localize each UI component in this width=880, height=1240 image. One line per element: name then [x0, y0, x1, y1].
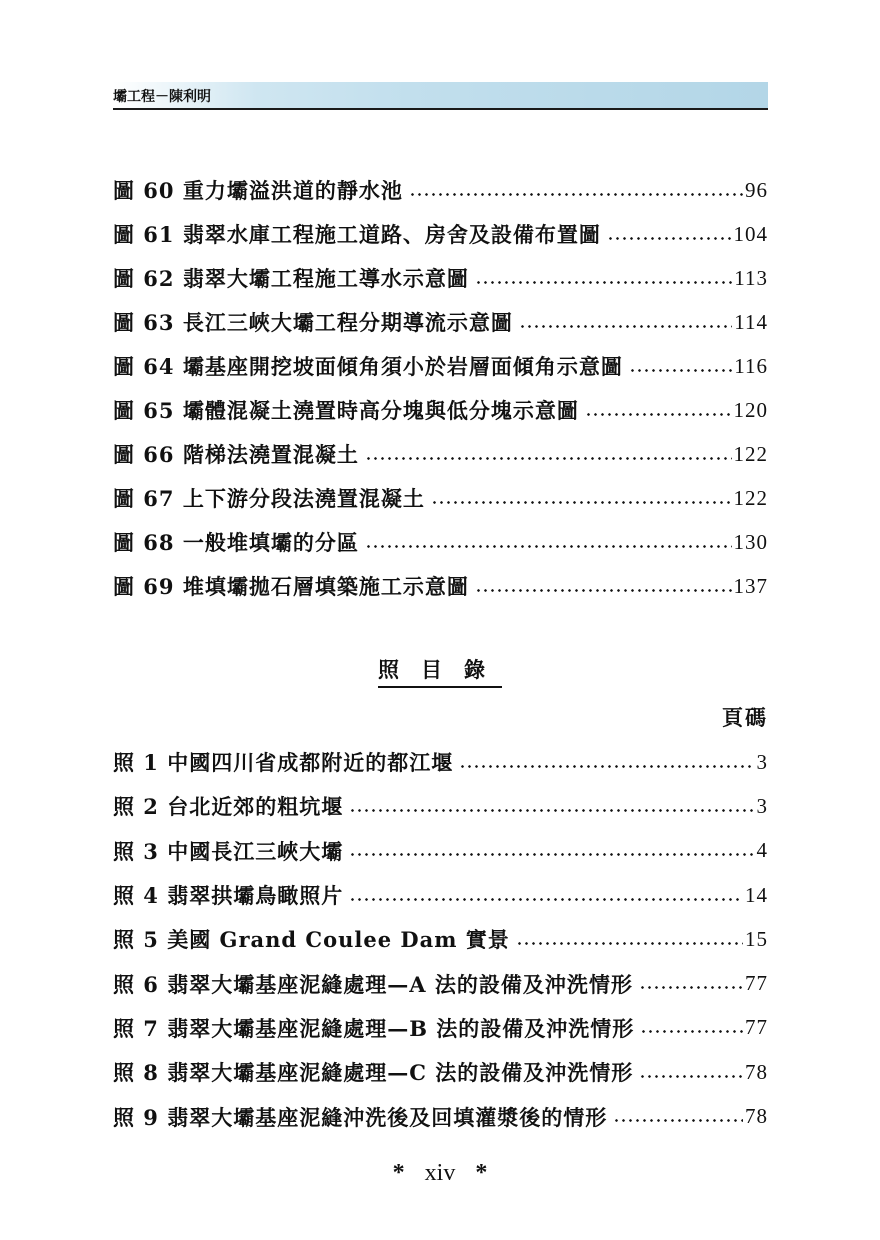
photo-page-number: 15: [745, 926, 768, 951]
photo-title: 台北近郊的粗坑堰: [167, 794, 344, 820]
photo-page-number: 4: [756, 838, 768, 863]
figure-page-number: 114: [734, 309, 768, 334]
figure-page-number: 104: [733, 221, 768, 246]
photo-entry[interactable]: [113, 1050, 768, 1094]
photo-entry[interactable]: [113, 917, 768, 961]
figure-entry[interactable]: [113, 432, 768, 476]
figure-page-number: 122: [733, 441, 768, 466]
photo-entry[interactable]: [113, 784, 768, 828]
photo-page-number: 3: [756, 749, 768, 774]
figure-title: 重力壩溢洪道的靜水池: [182, 178, 403, 203]
photo-label: 照 7: [113, 1015, 159, 1041]
photo-label: 照 4: [113, 883, 159, 909]
figure-title: 上下游分段法澆置混凝土: [182, 486, 425, 511]
footer-page-number: xiv: [424, 1160, 456, 1186]
figure-page-number: 96: [745, 177, 768, 202]
dot-leader: [639, 1075, 743, 1078]
photo-page-number: 78: [745, 1059, 768, 1084]
figure-entry[interactable]: [113, 212, 768, 256]
figure-title: 一般堆填壩的分區: [182, 530, 359, 555]
figure-title: 階梯法澆置混凝土: [182, 442, 359, 467]
photo-page-number: 14: [745, 882, 768, 907]
photo-section-title: 照目錄: [378, 654, 502, 688]
photo-title: 翡翠大壩基座泥縫處理—C 法的設備及沖洗情形: [167, 1060, 634, 1086]
photo-label: 照 1: [113, 750, 159, 776]
dot-leader: [475, 589, 732, 592]
photo-label: 照 6: [113, 971, 159, 997]
photo-entry[interactable]: [113, 1094, 768, 1138]
figure-label: 圖 62: [113, 266, 175, 291]
figure-page-number: 116: [734, 353, 768, 378]
photo-entry[interactable]: [113, 873, 768, 917]
figure-title: 壩基座開挖坡面傾角須小於岩層面傾角示意圖: [182, 354, 623, 379]
figure-entry[interactable]: [113, 256, 768, 300]
figure-label: 圖 64: [113, 354, 175, 379]
figure-page-number: 137: [733, 573, 768, 598]
dot-leader: [516, 942, 743, 945]
figure-label: 圖 68: [113, 530, 175, 555]
dot-leader: [431, 501, 732, 504]
figure-entry[interactable]: [113, 168, 768, 212]
photo-title: 翡翠大壩基座泥縫處理—B 法的設備及沖洗情形: [167, 1015, 635, 1041]
figure-title: 翡翠水庫工程施工道路、房舍及設備布置圖: [182, 222, 601, 247]
photo-entry[interactable]: [113, 961, 768, 1005]
figure-label: 圖 60: [113, 178, 175, 203]
dot-leader: [640, 1030, 743, 1033]
photo-title: 中國四川省成都附近的都江堰: [167, 750, 454, 776]
figure-label: 圖 66: [113, 442, 175, 467]
figure-label: 圖 67: [113, 486, 175, 511]
photo-page-number: 77: [745, 971, 768, 996]
dot-leader: [475, 281, 732, 284]
figure-title: 長江三峽大壩工程分期導流示意圖: [182, 310, 513, 335]
photo-entry[interactable]: [113, 1006, 768, 1050]
photo-list: [113, 740, 768, 1139]
photo-label: 照 3: [113, 838, 159, 864]
dot-leader: [639, 986, 743, 989]
figure-entry[interactable]: [113, 564, 768, 608]
photo-title: 翡翠大壩基座泥縫沖洗後及回填灌漿後的情形: [167, 1104, 608, 1130]
photo-label: 照 8: [113, 1060, 159, 1086]
figure-entry[interactable]: [113, 388, 768, 432]
figure-page-number: 120: [733, 397, 768, 422]
figure-page-number: 113: [734, 265, 768, 290]
dot-leader: [409, 193, 743, 196]
photo-label: 照 9: [113, 1104, 159, 1130]
photo-label: 照 2: [113, 794, 159, 820]
figure-title: 翡翠大壩工程施工導水示意圖: [182, 266, 469, 291]
dot-leader: [613, 1119, 743, 1122]
figure-label: 圖 65: [113, 398, 175, 423]
figure-entry[interactable]: [113, 476, 768, 520]
photo-page-number: 3: [756, 793, 768, 818]
dot-leader: [349, 898, 743, 901]
figure-entry[interactable]: [113, 300, 768, 344]
dot-leader: [585, 413, 732, 416]
figure-page-number: 130: [733, 529, 768, 554]
dot-leader: [349, 809, 754, 812]
page-footer: [0, 1160, 880, 1187]
photo-label: 照 5: [113, 927, 159, 953]
photo-title: 美國 Grand Coulee Dam 實景: [167, 927, 510, 953]
photo-page-number: 77: [745, 1015, 768, 1040]
footer-star-right: *: [475, 1160, 488, 1186]
figure-label: 圖 69: [113, 574, 175, 599]
figure-label: 圖 63: [113, 310, 175, 335]
figure-entry[interactable]: [113, 344, 768, 388]
figure-entry[interactable]: [113, 520, 768, 564]
dot-leader: [459, 765, 754, 768]
dot-leader: [365, 545, 732, 548]
photo-title: 中國長江三峽大壩: [167, 838, 344, 864]
page-column-label: 頁碼: [722, 705, 768, 730]
footer-star-left: *: [392, 1160, 405, 1186]
figure-title: 壩體混凝土澆置時高分塊與低分塊示意圖: [182, 398, 579, 423]
photo-page-number: 78: [745, 1104, 768, 1129]
figure-label: 圖 61: [113, 222, 175, 247]
dot-leader: [349, 853, 754, 856]
photo-entry[interactable]: [113, 829, 768, 873]
dot-leader: [519, 325, 732, 328]
dot-leader: [607, 237, 732, 240]
running-header-title: 壩工程－陳利明: [113, 89, 211, 105]
running-header: [113, 82, 768, 110]
figure-page-number: 122: [733, 485, 768, 510]
dot-leader: [365, 457, 732, 460]
figure-title: 堆填壩拋石層填築施工示意圖: [182, 574, 469, 599]
photo-entry[interactable]: [113, 740, 768, 784]
dot-leader: [629, 369, 732, 372]
photo-title: 翡翠拱壩鳥瞰照片: [167, 883, 344, 909]
figure-list: [113, 168, 768, 608]
photo-title: 翡翠大壩基座泥縫處理—A 法的設備及沖洗情形: [167, 971, 633, 997]
